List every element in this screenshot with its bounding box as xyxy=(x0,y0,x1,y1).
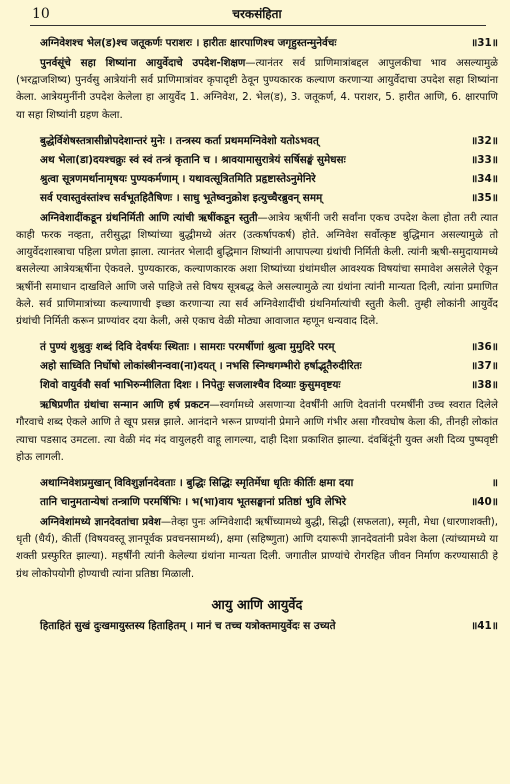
verse-number: ॥40॥ xyxy=(471,496,498,509)
verse-38 xyxy=(16,376,498,395)
verse-number: ॥34॥ xyxy=(471,172,498,185)
verse-text: हिताहितं सुखं दुःखमायुस्तस्य हिताहितम् । मानं च तच्च यत्रोक्तमायुर्वेदः स उच्यते xyxy=(40,619,336,632)
verse-35 xyxy=(16,189,498,208)
verse-number: ॥31॥ xyxy=(471,37,498,49)
verse-number: ॥35॥ xyxy=(471,191,498,204)
page-content xyxy=(16,34,498,636)
page-number: 10 xyxy=(32,6,50,22)
verse-40 xyxy=(16,493,498,512)
verse-34 xyxy=(16,170,498,189)
paragraph-lead: अग्निवेशादींकडून ग्रंथनिर्मिती आणि त्यांची ऋषींकडून स्तुती xyxy=(40,211,258,224)
verse-number: ॥ xyxy=(491,477,498,490)
paragraph-lead: पुनर्वसूंचे सहा शिष्यांना आयुर्वेदाचे उपदेश-शिक्षण xyxy=(40,57,246,69)
paragraph-2 xyxy=(16,210,498,330)
verse-text: श्रुत्वा सूत्रणमर्थानामृषयः पुण्यकर्मणाम् । यथावत्सूत्रितमिति प्रहृष्टास्तेऽनुमेनिरे xyxy=(40,172,316,185)
verse-number: ॥33॥ xyxy=(471,153,498,166)
page-header xyxy=(16,0,498,26)
verse-text: तं पुण्यं शुश्रुवुः शब्दं दिवि देवर्षयः स्थिताः । सामराः परमर्षीणां श्रुत्वा मुमुदिरे परम् xyxy=(40,341,335,354)
paragraph-text: —आत्रेय ऋषींनी जरी सर्वांना एकच उपदेश केला होता तरी त्यात काही फरक नव्हता, तरीसुद्धा शिष्यांच्या बुद्धीमध्ये अंतर (उत्कर्षापकर्ष) होते. अग्निवेश सर्वोत्कृष्ट बुद्धिमान असल्यामुळे तो आयुर्वेदशास्त्राचा पहिला प्रणेता झाला. त्यानंतर भेलादी बुद्धिमान शिष्यांनी आपापल्या ग्रंथांची निर्मिती केली. त्यांनी ऋषी-समुदायामध्ये बसलेल्या आत्रेयऋषींना ऐकवले. पुण्यकारक, कल्याणकारक अशा शिष्यांच्या ग्रंथांमधील आवश्यक विषयांचा समावेश असलेले ऐकून ऋषींनी समाधान दाखविले आणि जसे पाहिजे तसे विषय सूत्रबद्ध केले असल्यामुळे त्या ग्रंथांना त्यांनी मान्यता दिली, त्यांना प्रमाणित केले. सर्व प्राणिमात्रांच्या कल्याणाची इच्छा करणाऱ्या त्या सर्व अग्निवेशादींची ग्रंथनिर्मात्यांची स्तुती केली. तुम्ही लोकांनी आयुर्वेद ग्रंथांची निर्मिती करून प्राण्यांवर दया केली, असे एकाच वेळी मोठ्या आवाजात म्हणून धन्यवाद दिले. xyxy=(16,211,498,328)
paragraph-3 xyxy=(16,397,498,466)
verse-39 xyxy=(16,474,498,493)
paragraph-text: —स्वर्गामध्ये असणाऱ्या देवर्षींनी आणि देवतांनी परमर्षींनी उच्च स्वरात दिलेले गौरवाचे शब्द ऐकले आणि ते खूप प्रसन्न झाले. आनंदाने भरून प्राण्यांनी प्रेमाने आणि गंभीर असा गौरवघोष केला की, तीनही लोकांत त्याचा पडसाद उमटला. त्या वेळी मंद मंद वायुलहरी वाहू लागल्या, दाही दिशा प्रकाशित झाल्या. दंवबिंदूंनी युक्त अशी दिव्य पुष्पवृष्टी होऊ लागली. xyxy=(16,399,498,463)
paragraph-text: —त्यानंतर सर्व प्राणिमात्रांबद्दल आपुलकीचा भाव असल्यामुळे (भरद्वाजशिष्य) पुनर्वसु आत्रेयांनी सर्व प्राणिमात्रांवर कृपादृष्टी ठेवून पुण्यकारक कल्याण करणाऱ्या आयुर्वेदाचा उपदेश सहा शिष्यांना केला. आत्रेयमुनींनी उपदेश केलेला हा आयुर्वेद 1. अग्निवेश, 2. भेल(ड), 3. जतूकर्ण, 4. पराशर, 5. हारीत आणि, 6. क्षारपाणि या सहा शिष्यांनी ग्रहण केला. xyxy=(16,57,498,121)
section-heading: आयु आणि आयुर्वेद xyxy=(211,597,303,613)
verse-33 xyxy=(16,151,498,170)
verse-number: ॥38॥ xyxy=(471,379,498,392)
verse-number: ॥36॥ xyxy=(471,341,498,354)
verse-31 xyxy=(16,34,498,53)
paragraph-text: —तेव्हा पुनः अग्निवेशादी ऋषींच्यामध्ये बुद्धी, सिद्धी (सफलता), स्मृती, मेधा (धारणाशक्ती), धृती (धैर्य), कीर्ती (विषयवस्तू ज्ञानपूर्वक प्रवचनसामर्थ्य), क्षमा (सहिष्णुता) आणि दयारूपी ज्ञानदेवतांनी प्रवेश केला (त्यांच्यामध्ये या शक्ती प्रस्फुरित झाल्या). महर्षींनी त्यांनी केलेल्या ग्रंथांना मान्यता दिली. जगातील प्राण्यांचे रोगरहित जीवन निर्माण करण्यासाठी हे ग्रंथ लोकोपयोगी होण्याची त्यांना प्रतिष्ठा मिळाली. xyxy=(16,516,498,580)
verse-text: सर्व एवास्तुवंस्तांश्च सर्वभूतहितैषिणः । साधु भूतेष्वनुक्रोश इत्युच्चैरब्रुवन् समम् xyxy=(40,191,323,204)
running-title: चरकसंहिता xyxy=(232,7,282,21)
verse-text: अहो साध्विति निर्घोषो लोकांस्त्रीनन्ववा(ना)दयत् । नभसि स्निग्धगम्भीरो हर्षाद्भूतैरुदीरितः xyxy=(40,360,362,373)
verse-number: ॥41॥ xyxy=(471,619,498,632)
verse-36 xyxy=(16,338,498,357)
verse-number: ॥32॥ xyxy=(471,134,498,147)
verse-text: अथाग्निवेशप्रमुखान् विविशुर्ज्ञानदेवताः । बुद्धिः सिद्धिः स्मृतिर्मेधा धृतिः कीर्तिः क्षमा दया xyxy=(40,477,354,490)
verse-text: बुद्धेर्विशेषस्तत्रासीन्नोपदेशान्तरं मुनेः । तन्त्रस्य कर्ता प्रथममग्निवेशो यतोऽभवत् xyxy=(40,134,319,147)
verse-37 xyxy=(16,357,498,376)
paragraph-lead: ऋषिप्रणीत ग्रंथांचा सन्मान आणि हर्ष प्रकटन xyxy=(40,399,210,412)
verse-text: तानि चानुमतान्येषां तन्त्राणि परमर्षिभिः । भ(भा)वाय भूतसङ्घानां प्रतिष्ठां भुवि लेभिरे xyxy=(40,496,346,509)
verse-32 xyxy=(16,132,498,151)
paragraph-4 xyxy=(16,514,498,583)
paragraph-1 xyxy=(16,55,498,124)
verse-text: अग्निवेशश्च भेल(ड)श्च जतूकर्णः पराशरः । हारीतः क्षारपाणिश्च जगृहुस्तन्मुनेर्वचः xyxy=(40,37,337,49)
verse-text: शिवो वायुर्ववौ सर्वा भाभिरुन्मीलिता दिशः । निपेतुः सजलाश्चैव दिव्याः कुसुमवृष्टयः xyxy=(40,379,341,392)
paragraph-lead: अग्निवेशांमध्ये ज्ञानदेवतांचा प्रवेश xyxy=(40,516,161,529)
verse-text: अथ भेला(डा)दयश्चक्रुः स्वं स्वं तन्त्रं कृतानि च । श्रावयामासुरात्रेयं सर्षिसङ्घं सुमेधसः xyxy=(40,153,346,166)
verse-41 xyxy=(16,617,498,636)
verse-number: ॥37॥ xyxy=(471,360,498,373)
header-rule xyxy=(30,25,486,26)
